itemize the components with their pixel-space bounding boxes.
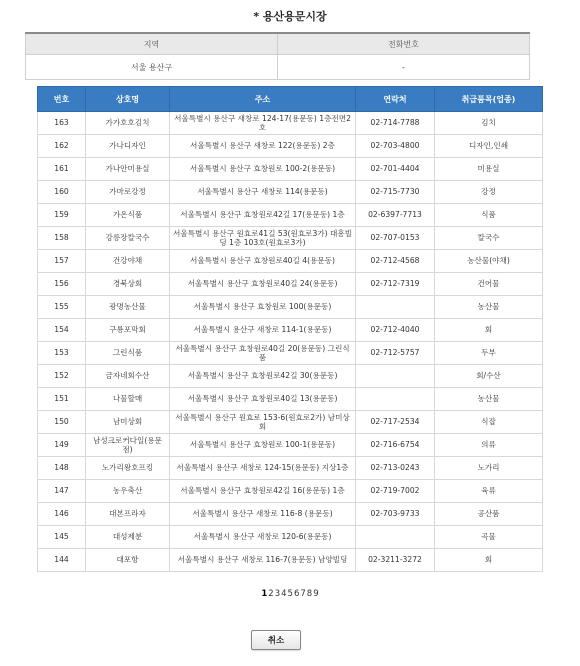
- cell-number: 144: [38, 549, 86, 572]
- cell-contact: 02-715-7730: [356, 181, 435, 204]
- table-row: [38, 273, 543, 296]
- cell-number: 160: [38, 181, 86, 204]
- cell-store-name: 금자네회수산: [86, 365, 170, 388]
- cell-number: 161: [38, 158, 86, 181]
- cell-address: 서울특별시 용산구 효창원로 100(용문동): [170, 296, 356, 319]
- cell-category: 의류: [435, 434, 543, 457]
- cell-store-name: 대포항: [86, 549, 170, 572]
- cell-address: 서울특별시 용산구 새창로 124-17(용문동) 1층전면2호: [170, 112, 356, 135]
- cell-number: 152: [38, 365, 86, 388]
- table-row: [38, 480, 543, 503]
- table-row: [38, 526, 543, 549]
- cell-store-name: 가나디자인: [86, 135, 170, 158]
- cell-category: 회: [435, 319, 543, 342]
- cell-contact: 02-703-4800: [356, 135, 435, 158]
- cell-contact: 02-719-7002: [356, 480, 435, 503]
- page-link[interactable]: 2: [268, 589, 274, 599]
- cell-address: 서울특별시 용산구 효창원로40길 4(용문동): [170, 250, 356, 273]
- cell-category: 공산품: [435, 503, 543, 526]
- cell-number: 146: [38, 503, 86, 526]
- cell-address: 서울특별시 용산구 효창원로42길 16(용문동) 1층: [170, 480, 356, 503]
- table-row: [38, 227, 543, 250]
- col-header-number: 번호: [38, 87, 86, 112]
- cell-address: 서울특별시 용산구 새창로 122(용문동) 2층: [170, 135, 356, 158]
- cell-number: 157: [38, 250, 86, 273]
- page-title: * 용산용문시장: [253, 10, 327, 23]
- table-row: [38, 250, 543, 273]
- cell-category: 회: [435, 549, 543, 572]
- cell-number: 156: [38, 273, 86, 296]
- table-row: [38, 158, 543, 181]
- cell-store-name: 가마로강정: [86, 181, 170, 204]
- cell-category: 김치: [435, 112, 543, 135]
- cell-contact: [356, 526, 435, 549]
- cell-category: 농산물: [435, 388, 543, 411]
- page-link[interactable]: 1: [261, 589, 268, 599]
- cell-contact: 02-712-4040: [356, 319, 435, 342]
- cell-address: 서울특별시 용산구 효창원로42길 30(용문동): [170, 365, 356, 388]
- cell-category: 칼국수: [435, 227, 543, 250]
- cell-store-name: 나물할매: [86, 388, 170, 411]
- cell-store-name: 경북상회: [86, 273, 170, 296]
- col-header-contact: 연락처: [356, 87, 435, 112]
- cell-number: 151: [38, 388, 86, 411]
- cell-number: 148: [38, 457, 86, 480]
- cell-store-name: 광명농산물: [86, 296, 170, 319]
- col-header-category: 취급품목(업종): [435, 87, 543, 112]
- cell-number: 153: [38, 342, 86, 365]
- cell-category: 농산물(야채): [435, 250, 543, 273]
- cell-store-name: 가온식품: [86, 204, 170, 227]
- cell-store-name: 남성크로커다일(용문점): [86, 434, 170, 457]
- cell-number: 145: [38, 526, 86, 549]
- cell-address: 서울특별시 용산구 효창원로 100-2(용문동): [170, 158, 356, 181]
- cell-contact: 02-703-9733: [356, 503, 435, 526]
- cell-address: 서울특별시 용산구 효창원로40길 13(용문동): [170, 388, 356, 411]
- cell-number: 163: [38, 112, 86, 135]
- cell-address: 서울특별시 용산구 새창로 124-15(용문동) 지상1층: [170, 457, 356, 480]
- cell-number: 155: [38, 296, 86, 319]
- cell-contact: 02-6397-7713: [356, 204, 435, 227]
- col-header-address: 주소: [170, 87, 356, 112]
- page-link[interactable]: 8: [306, 589, 313, 599]
- cell-contact: [356, 388, 435, 411]
- table-row: [38, 549, 543, 572]
- pagination: [0, 589, 580, 599]
- cell-store-name: 남미상회: [86, 411, 170, 434]
- cell-address: 서울특별시 용산구 원효로 153-6(원효로2가) 남미상회: [170, 411, 356, 434]
- cell-contact: 02-707-0153: [356, 227, 435, 250]
- cell-contact: 02-712-7319: [356, 273, 435, 296]
- cell-number: 149: [38, 434, 86, 457]
- cell-store-name: 농우축산: [86, 480, 170, 503]
- cell-store-name: 가나안미용실: [86, 158, 170, 181]
- cell-number: 159: [38, 204, 86, 227]
- cell-store-name: 그린식품: [86, 342, 170, 365]
- cell-address: 서울특별시 용산구 원효로41길 53(원효로3가) 대흥빌딩 1층 103호(원효로3가): [170, 227, 356, 250]
- page-link[interactable]: 6: [293, 589, 300, 599]
- store-list-table: [37, 86, 543, 572]
- region-header: 지역: [26, 33, 278, 55]
- cell-category: 육류: [435, 480, 543, 503]
- cell-store-name: 대성제분: [86, 526, 170, 549]
- table-row: [38, 319, 543, 342]
- page-link[interactable]: 3: [274, 589, 281, 599]
- cell-address: 서울특별시 용산구 효창원로40길 20(용문동) 그린식품: [170, 342, 356, 365]
- col-header-store-name: 상호명: [86, 87, 170, 112]
- table-row: [38, 457, 543, 480]
- cell-contact: 02-717-2534: [356, 411, 435, 434]
- cancel-button[interactable]: 취소: [251, 630, 301, 650]
- table-row: [38, 388, 543, 411]
- region-info-table: [25, 32, 530, 80]
- cell-category: 강정: [435, 181, 543, 204]
- cell-contact: 02-712-4568: [356, 250, 435, 273]
- cell-contact: 02-712-5757: [356, 342, 435, 365]
- cell-address: 서울특별시 용산구 효창원로42길 17(용문동) 1층: [170, 204, 356, 227]
- cell-contact: 02-701-4404: [356, 158, 435, 181]
- table-row: [38, 135, 543, 158]
- table-row: [38, 296, 543, 319]
- cell-store-name: 대본프라자: [86, 503, 170, 526]
- table-row: [38, 204, 543, 227]
- cell-number: 158: [38, 227, 86, 250]
- phone-value: -: [278, 55, 530, 80]
- cell-contact: [356, 296, 435, 319]
- cell-category: 노가리: [435, 457, 543, 480]
- table-row: [38, 342, 543, 365]
- table-row: [38, 365, 543, 388]
- cell-number: 150: [38, 411, 86, 434]
- table-row: [38, 503, 543, 526]
- cell-address: 서울특별시 용산구 새창로 120-6(용문동): [170, 526, 356, 549]
- cell-category: 식품: [435, 204, 543, 227]
- cell-store-name: 건강야채: [86, 250, 170, 273]
- cell-address: 서울특별시 용산구 새창로 116-7(용문동) 남양빌딩: [170, 549, 356, 572]
- table-row: [38, 181, 543, 204]
- cell-address: 서울특별시 용산구 새창로 114(용문동): [170, 181, 356, 204]
- table-row: [38, 434, 543, 457]
- cell-address: 서울특별시 용산구 새창로 114-1(용문동): [170, 319, 356, 342]
- cell-number: 147: [38, 480, 86, 503]
- cell-category: 농산물: [435, 296, 543, 319]
- cell-category: 디자인,인쇄: [435, 135, 543, 158]
- page-link[interactable]: 7: [300, 589, 306, 599]
- cell-address: 서울특별시 용산구 효창원로 100-1(용문동): [170, 434, 356, 457]
- cell-contact: [356, 365, 435, 388]
- cell-store-name: 구룡포막회: [86, 319, 170, 342]
- cell-category: 회/수산: [435, 365, 543, 388]
- cell-category: 미용실: [435, 158, 543, 181]
- cell-store-name: 가가호호김치: [86, 112, 170, 135]
- page-link[interactable]: 5: [287, 589, 293, 599]
- cell-contact: 02-714-7788: [356, 112, 435, 135]
- cell-number: 154: [38, 319, 86, 342]
- cell-contact: 02-713-0243: [356, 457, 435, 480]
- cell-store-name: 노가리왕호프킹: [86, 457, 170, 480]
- cell-number: 162: [38, 135, 86, 158]
- region-value: 서울 용산구: [26, 55, 278, 80]
- page-link[interactable]: 9: [313, 589, 319, 599]
- cell-category: 곡물: [435, 526, 543, 549]
- table-row: [38, 411, 543, 434]
- cell-category: 식잡: [435, 411, 543, 434]
- phone-header: 전화번호: [278, 33, 530, 55]
- cell-store-name: 강릉장칼국수: [86, 227, 170, 250]
- page-link[interactable]: 4: [281, 589, 287, 599]
- cell-address: 서울특별시 용산구 새창로 116-8 (용문동): [170, 503, 356, 526]
- cell-contact: 02-3211-3272: [356, 549, 435, 572]
- cell-category: 건어물: [435, 273, 543, 296]
- cell-address: 서울특별시 용산구 효창원로40길 24(용문동): [170, 273, 356, 296]
- cell-contact: 02-716-6754: [356, 434, 435, 457]
- cell-category: 두부: [435, 342, 543, 365]
- table-row: [38, 112, 543, 135]
